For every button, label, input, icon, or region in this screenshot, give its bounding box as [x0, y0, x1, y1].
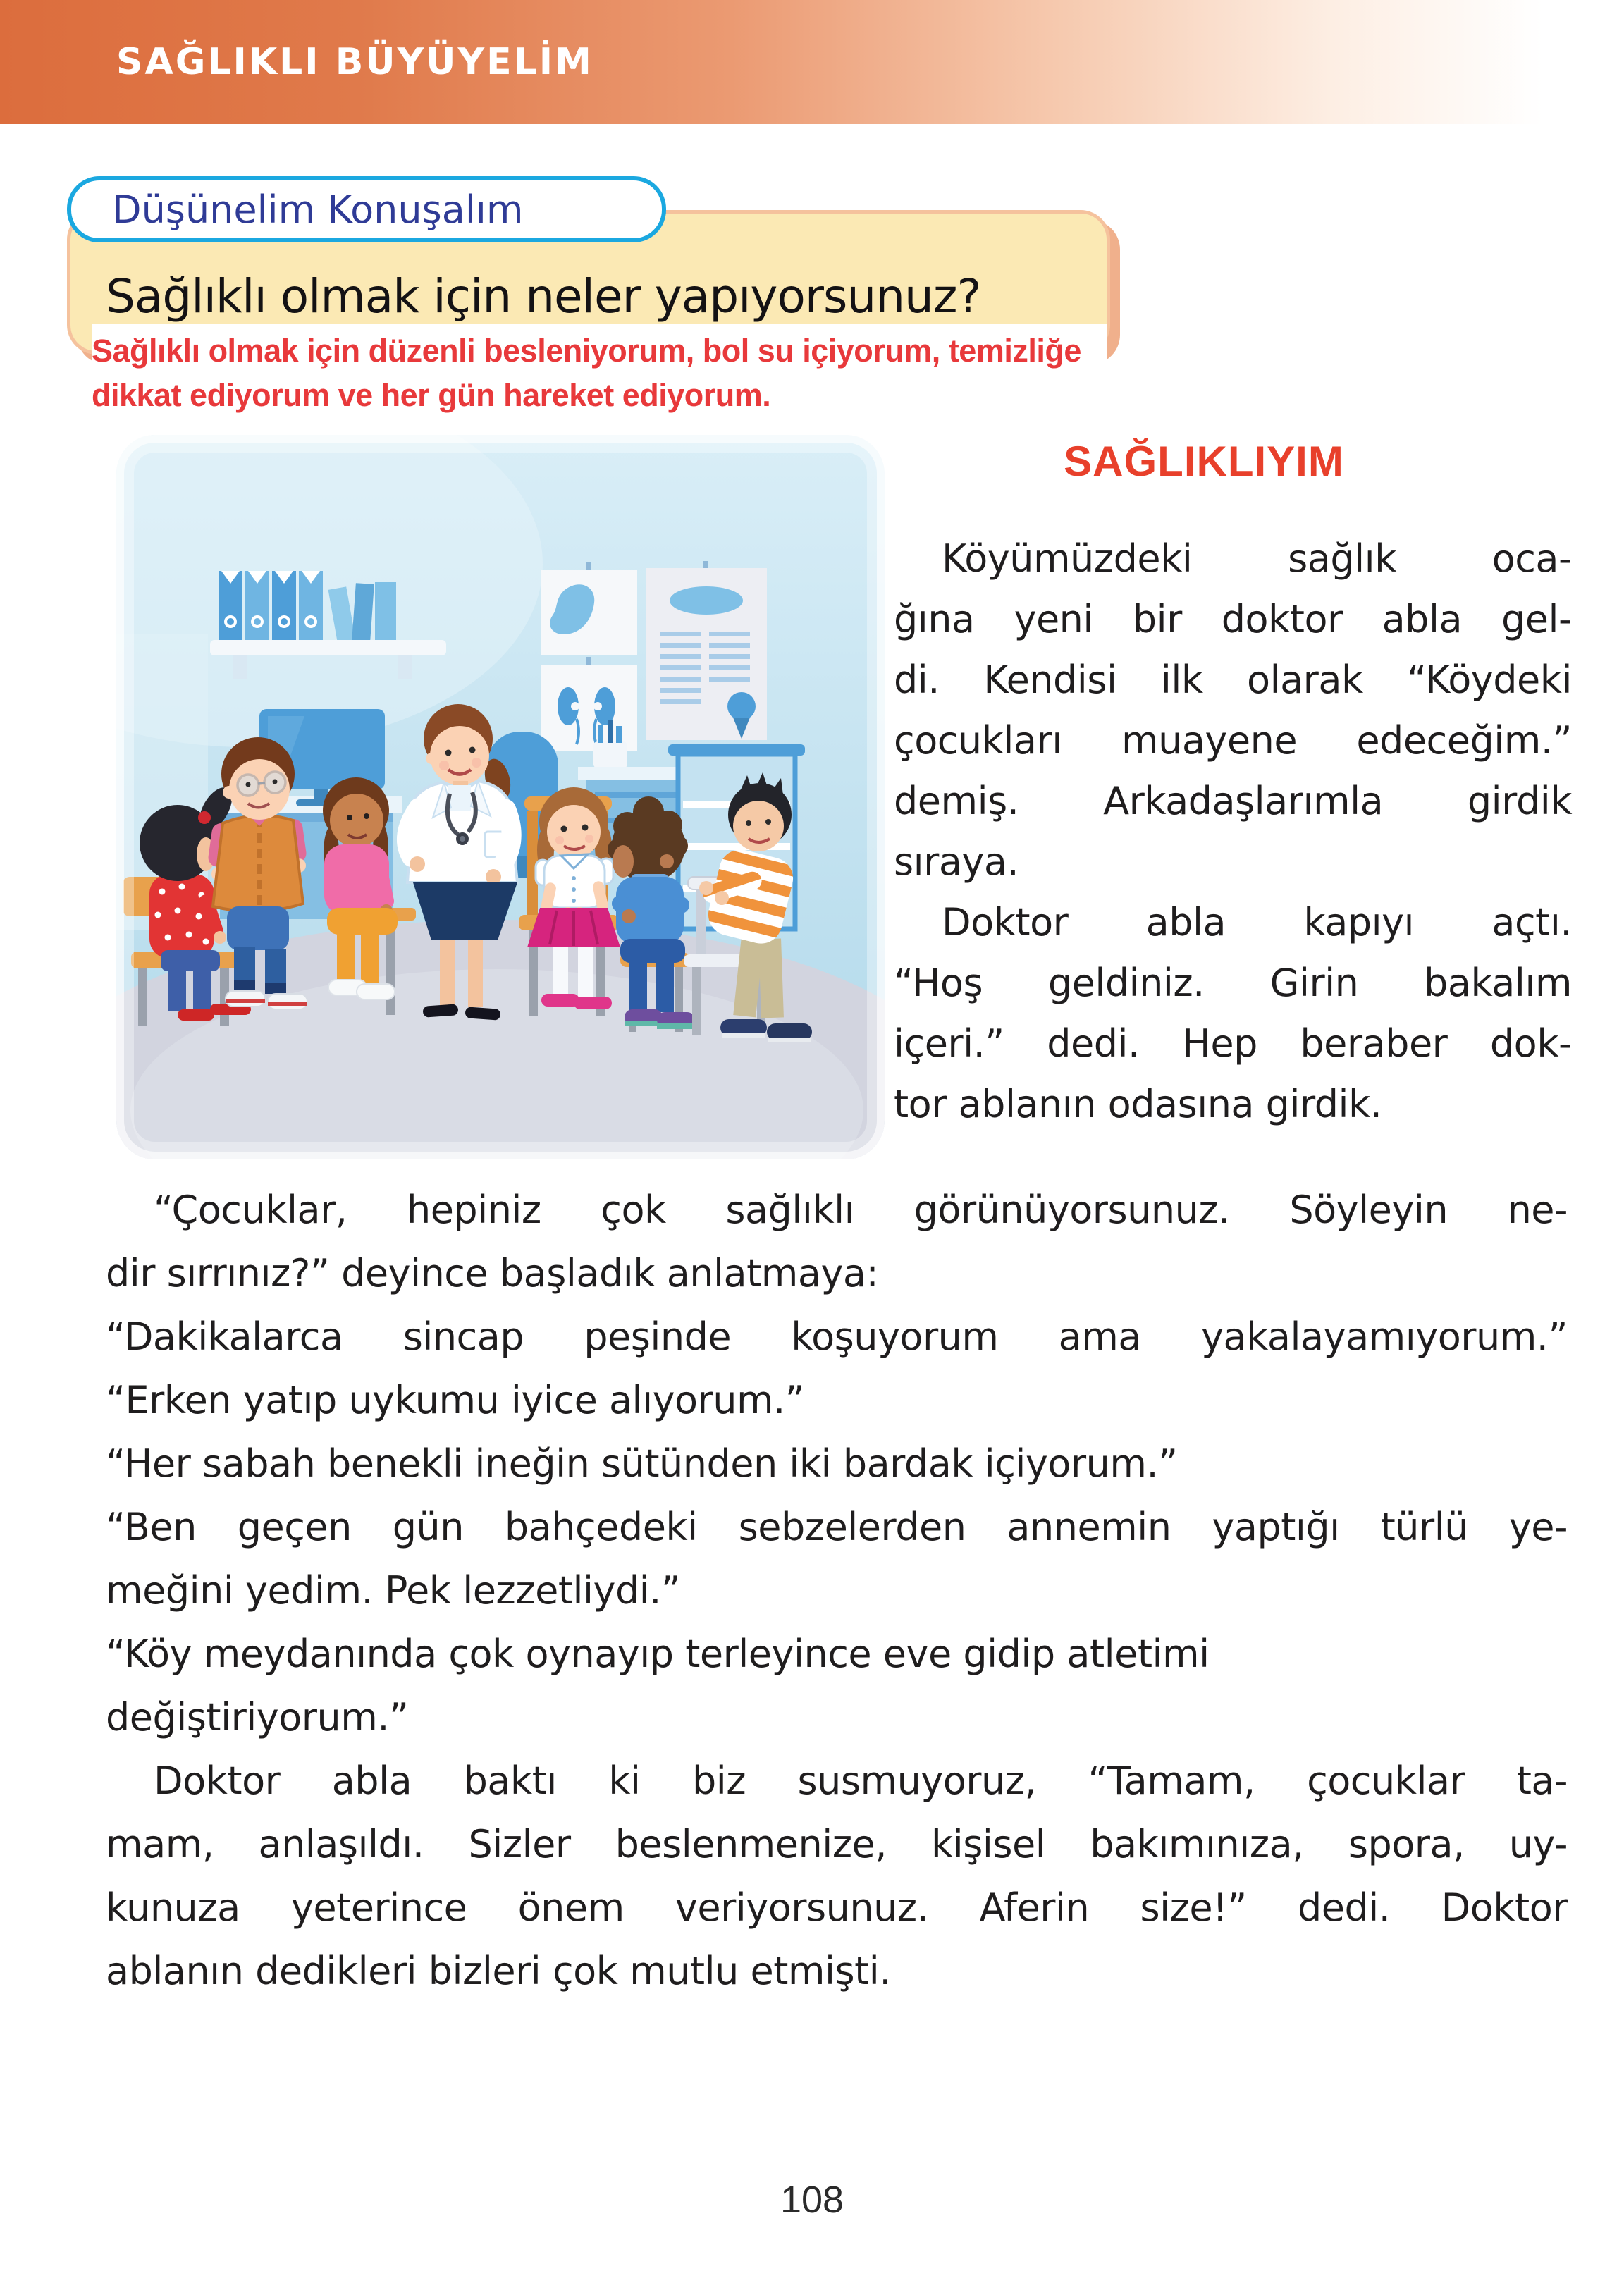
story-line: ablanın dedikleri bizleri çok mutlu etmişti.: [106, 1949, 891, 1993]
pencil-cup: [593, 741, 627, 768]
answer-line: dikkat ediyorum ve her gün hareket ediyorum.: [92, 377, 771, 413]
story-line: çocukları muayene edeceğim.”: [894, 718, 1572, 763]
kidneys-poster: [541, 657, 637, 751]
story-line: demiş. Arkadaşlarımla girdik: [894, 779, 1572, 823]
story-line: Doktor abla baktı ki biz susmuyoruz, “Tamam, çocuklar ta-: [154, 1759, 1568, 1803]
face: [430, 726, 489, 785]
story-line: tor ablanın odasına girdik.: [894, 1082, 1382, 1126]
answer-area: [92, 324, 1107, 427]
story-line: sıraya.: [894, 839, 1019, 884]
question-text: Sağlıklı olmak için neler yapıyorsunuz?: [106, 269, 981, 324]
story-line: “Her sabah benekli ineğin sütünden iki bardak içiyorum.”: [106, 1441, 1178, 1486]
story-line: ğına yeni bir doktor abla gel-: [894, 597, 1572, 641]
think-talk-label: Düşünelim Konuşalım: [112, 187, 524, 232]
ribbon-seal-icon: [727, 692, 756, 720]
story-line: mam, anlaşıldı. Sizler beslenmenize, kişisel bakımınıza, spora, uy-: [106, 1822, 1568, 1866]
certificate-poster: [646, 561, 767, 740]
story-line: kunuza yeterince önem veriyorsunuz. Aferin size!” dedi. Doktor: [106, 1885, 1568, 1930]
story-line: meğini yedim. Pek lezzetliydi.”: [106, 1568, 681, 1613]
story-line: Köyümüzdeki sağlık oca-: [942, 536, 1572, 581]
story-line: “Çocuklar, hepiniz çok sağlıklı görünüyorsunuz. Söyleyin ne-: [154, 1188, 1568, 1232]
answer-line: Sağlıklı olmak için düzenli besleniyorum, bol su içiyorum, temizliğe: [92, 333, 1081, 369]
story-line: “Hoş geldiniz. Girin bakalım: [894, 961, 1572, 1005]
doctor-office-illustration: [116, 435, 885, 1159]
book-icon: [375, 582, 396, 641]
story-body: [106, 1178, 1568, 2003]
page-number: 108: [780, 2179, 844, 2221]
stomach-poster: [541, 562, 637, 655]
story-column: [894, 529, 1572, 1135]
story-line: di. Kendisi ilk olarak “Köydeki: [894, 658, 1572, 702]
story-title: SAĞLIKLIYIM: [1064, 438, 1344, 485]
story-line: Doktor abla kapıyı açtı.: [942, 900, 1572, 944]
story-line: “Köy meydanında çok oynayıp terleyince eve gidip atletimi: [106, 1632, 1210, 1676]
story-line: “Dakikalarca sincap peşinde koşuyorum ama yakalayamıyorum.”: [106, 1315, 1568, 1359]
unit-header-bar: [0, 0, 1624, 124]
story-line: içeri.” dedi. Hep beraber dok-: [894, 1021, 1572, 1066]
story-line: “Ben geçen gün bahçedeki sebzelerden annemin yaptığı türlü ye-: [106, 1505, 1568, 1549]
story-line: “Erken yatıp uykumu iyice alıyorum.”: [106, 1378, 805, 1422]
unit-title: SAĞLIKLI BÜYÜYELİM: [116, 41, 593, 83]
story-line: değiştiriyorum.”: [106, 1695, 409, 1740]
story-line: dir sırrınız?” deyince başladık anlatmaya:: [106, 1251, 879, 1295]
think-talk-badge: [67, 176, 666, 242]
shelf-board: [210, 640, 446, 655]
